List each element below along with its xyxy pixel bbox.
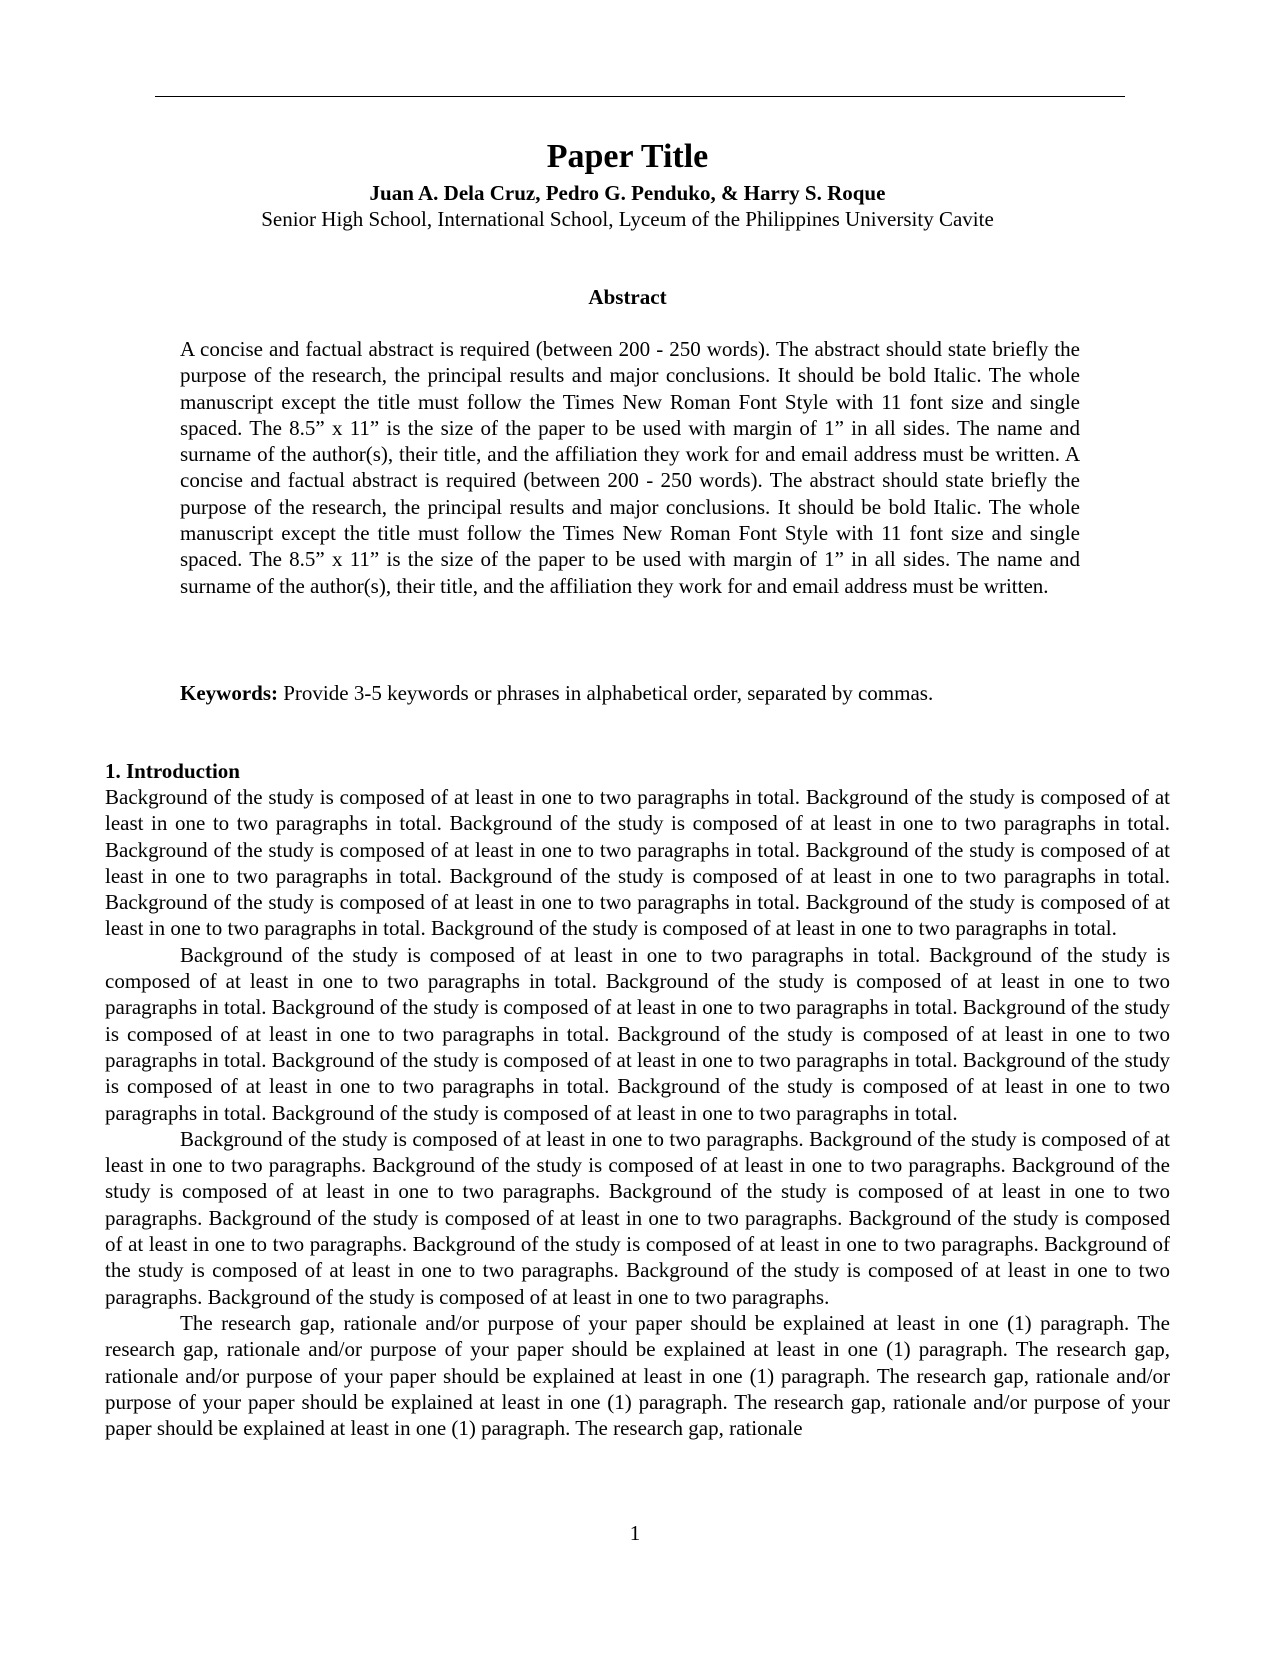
body-paragraph: Background of the study is composed of at least in one to two paragraphs. Background of the study is composed of at least in one to two paragraphs. Background of the study is composed of at least in one to two paragraphs. Background of the study is composed of at least in one to two paragraphs. Background of the study is composed of at least in one to two paragraphs. Background of the study is composed of at least in one to two paragraphs. Background of the study is composed of at least in one to two paragraphs. Background of the study is composed of at least in one to two paragraphs. Background of the study is composed of at least in one to two paragraphs. Background of the study is composed of at least in one to two paragraphs. Background of the study is composed of at least in one to two paragraphs.	[105, 1126, 1170, 1309]
abstract-text: A concise and factual abstract is required (between 200 - 250 words). The abstract should state briefly the purpose of the research, the principal results and major conclusions. It should be bold Italic. The whole manuscript except the title must follow the Times New Roman Font Style with 11 font size and single spaced. The 8.5” x 11” is the size of the paper to be used with margin of 1” in all sides. The name and surname of the author(s), their title, and the affiliation they work for and email address must be written. A concise and factual abstract is required (between 200 - 250 words). The abstract should state briefly the purpose of the research, the principal results and major conclusions. It should be bold Italic. The whole manuscript except the title must follow the Times New Roman Font Style with 11 font size and single spaced. The 8.5” x 11” is the size of the paper to be used with margin of 1” in all sides. The name and surname of the author(s), their title, and the affiliation they work for and email address must be written.	[180, 337, 1080, 598]
introduction-body	[105, 784, 1170, 1441]
body-paragraph: The research gap, rationale and/or purpose of your paper should be explained at least in one (1) paragraph. The research gap, rationale and/or purpose of your paper should be explained at least in one (1) paragraph. The research gap, rationale and/or purpose of your paper should be explained at least in one (1) paragraph. The research gap, rationale and/or purpose of your paper should be explained at least in one (1) paragraph. The research gap, rationale and/or purpose of your paper should be explained at least in one (1) paragraph. The research gap, rationale	[105, 1310, 1170, 1441]
body-paragraph: Background of the study is composed of at least in one to two paragraphs in total. Background of the study is composed of at least in one to two paragraphs in total. Background of the study is composed of at least in one to two paragraphs in total. Background of the study is composed of at least in one to two paragraphs in total. Background of the study is composed of at least in one to two paragraphs in total. Background of the study is composed of at least in one to two paragraphs in total. Background of the study is composed of at least in one to two paragraphs in total. Background of the study is composed of at least in one to two paragraphs in total. Background of the study is composed of at least in one to two paragraphs in total.	[105, 785, 1170, 941]
body-paragraph: Background of the study is composed of at least in one to two paragraphs in total. Background of the study is composed of at least in one to two paragraphs in total. Background of the study is composed of at least in one to two paragraphs in total. Background of the study is composed of at least in one to two paragraphs in total. Background of the study is composed of at least in one to two paragraphs in total. Background of the study is composed of at least in one to two paragraphs in total. Background of the study is composed of at least in one to two paragraphs in total. Background of the study is composed of at least in one to two paragraphs in total. Background of the study is composed of at least in one to two paragraphs in total. Background of the study is composed of at least in one to two paragraphs in total.	[105, 942, 1170, 1125]
abstract-heading: Abstract	[588, 285, 667, 309]
author-affiliation: Senior High School, International School, Lyceum of the Philippines University Cavite	[261, 207, 994, 231]
keywords-line	[180, 680, 1100, 706]
section-heading-introduction: 1. Introduction	[105, 759, 240, 783]
header-rule	[155, 96, 1125, 97]
keywords-text: Provide 3-5 keywords or phrases in alphabetical order, separated by commas.	[278, 681, 934, 705]
page-number: 1	[629, 1521, 641, 1545]
keywords-label: Keywords:	[180, 681, 278, 705]
author-list: Juan A. Dela Cruz, Pedro G. Penduko, & Harry S. Roque	[369, 181, 886, 205]
paper-title: Paper Title	[546, 138, 709, 175]
